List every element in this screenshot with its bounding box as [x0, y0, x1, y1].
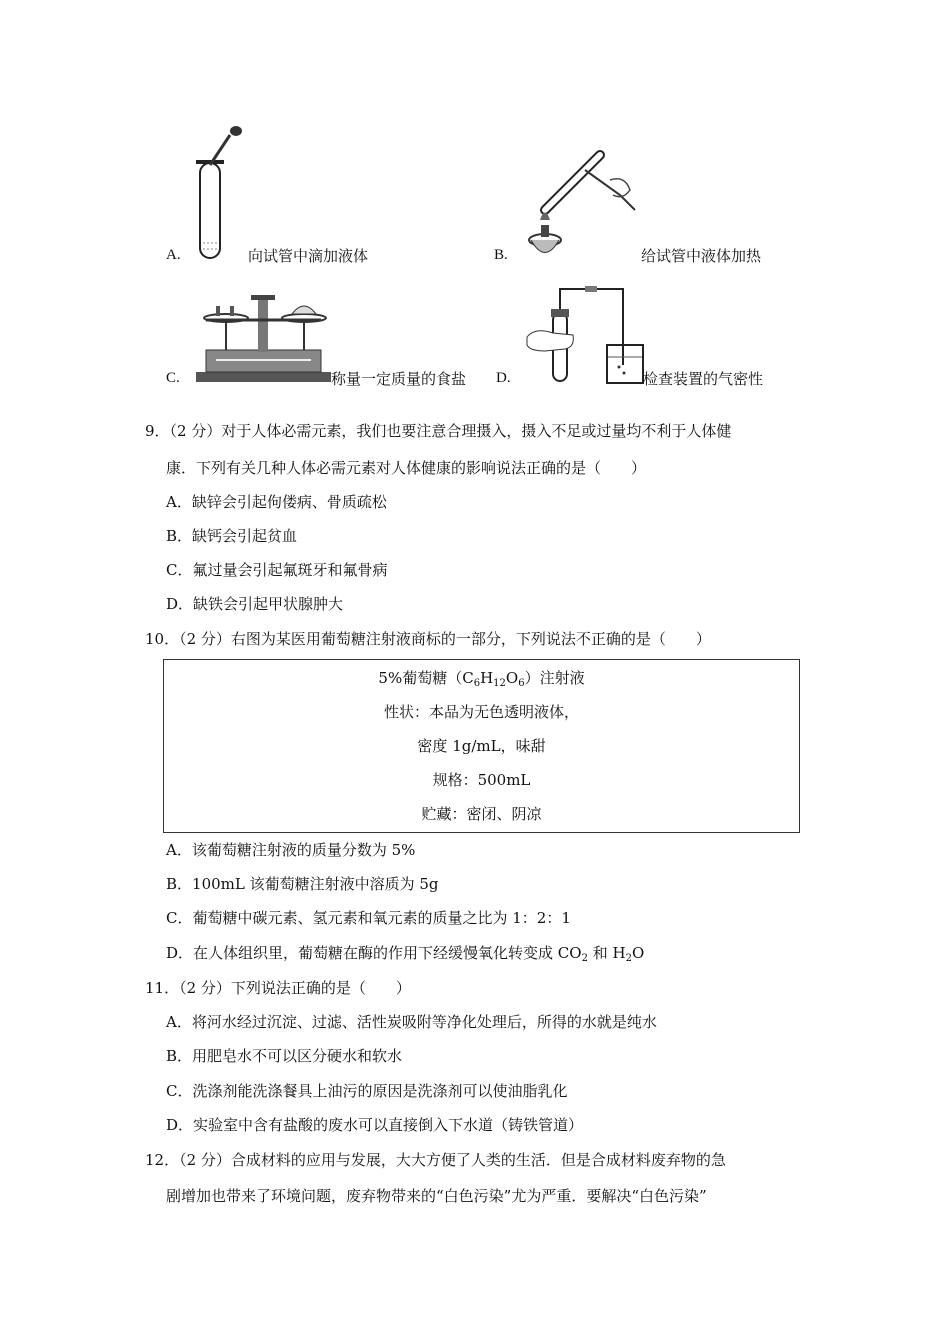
- q10-stem: 10．（2 分）右图为某医用葡萄糖注射液商标的一部分，下列说法不正确的是（ ）: [145, 630, 711, 648]
- q9-stem-line1: 9．（2 分）对于人体必需元素，我们也要注意合理摄入，摄入不足或过量均不利于人体健: [145, 422, 732, 440]
- q9-option-d: D．缺铁会引起甲状腺肿大: [166, 595, 344, 613]
- balance-icon: [196, 292, 331, 384]
- glucose-label-box: [163, 659, 800, 833]
- q11-option-d: D．实验室中含有盐酸的废水可以直接倒入下水道（铸铁管道）: [166, 1116, 584, 1134]
- label-storage: 贮藏：密闭、阴凉: [421, 805, 542, 823]
- figure-b-caption: 给试管中液体加热: [641, 247, 762, 265]
- figure-balance: [196, 292, 331, 384]
- figure-a-caption: 向试管中滴加液体: [248, 247, 369, 265]
- figure-d-letter: D.: [496, 370, 511, 386]
- label-density: 密度 1g/mL，味甜: [417, 737, 546, 755]
- q12-stem-line2: 剧增加也带来了环境问题，废弃物带来的“白色污染”尤为严重．要解决“白色污染”: [166, 1187, 707, 1205]
- q9-option-a: A．缺锌会引起佝偻病、骨质疏松: [166, 493, 387, 511]
- dropper-test-tube-icon: [190, 125, 250, 265]
- q9-option-c: C．氟过量会引起氟斑牙和氟骨病: [166, 561, 388, 579]
- q10-option-a: A．该葡萄糖注射液的质量分数为 5%: [166, 841, 416, 859]
- label-specification: 规格：500mL: [432, 771, 531, 789]
- figure-a-letter: A.: [166, 247, 181, 263]
- q11-option-b: B．用肥皂水不可以区分硬水和软水: [166, 1047, 403, 1065]
- label-appearance: 性状：本品为无色透明液体，: [383, 703, 579, 721]
- q11-stem: 11．（2 分）下列说法正确的是（ ）: [145, 979, 411, 997]
- q9-stem-line2: 康．下列有关几种人体必需元素对人体健康的影响说法正确的是（ ）: [166, 459, 647, 477]
- q10-option-c: C．葡萄糖中碳元素、氢元素和氧元素的质量之比为 1：2：1: [166, 909, 571, 927]
- figure-heating-test-tube: [525, 140, 645, 265]
- figure-dropper-test-tube: [190, 125, 250, 265]
- figure-b-letter: B.: [494, 247, 508, 263]
- heating-test-tube-icon: [525, 140, 645, 265]
- q11-option-c: C．洗涤剂能洗涤餐具上油污的原因是洗涤剂可以使油脂乳化: [166, 1082, 568, 1100]
- figure-d-caption: 检查装置的气密性: [643, 370, 764, 388]
- q10-option-d: D．在人体组织里，葡萄糖在酶的作用下经缓慢氧化转变成 $CO_2$ 和 $H_2O$: [166, 944, 645, 964]
- q9-option-b: B．缺钙会引起贫血: [166, 527, 298, 545]
- label-title: 5%葡萄糖$(C_6H_{12}O_6)$注射液: [378, 669, 585, 689]
- airtightness-apparatus-icon: [525, 285, 645, 385]
- figure-airtightness: [525, 285, 645, 385]
- q10-option-b: B．100mL 该葡萄糖注射液中溶质为 5g: [166, 875, 439, 893]
- figure-c-caption: 称量一定质量的食盐: [331, 370, 467, 388]
- figure-c-letter: C.: [166, 370, 180, 386]
- q11-option-a: A．将河水经过沉淀、过滤、活性炭吸附等净化处理后，所得的水就是纯水: [166, 1013, 657, 1031]
- q12-stem-line1: 12．（2 分）合成材料的应用与发展，大大方便了人类的生活．但是合成材料废弃物的急: [145, 1151, 726, 1169]
